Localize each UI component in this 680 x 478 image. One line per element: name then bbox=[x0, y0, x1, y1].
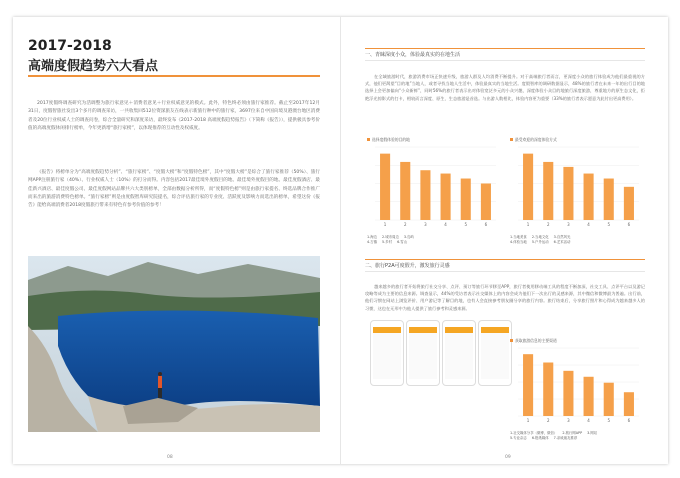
chart1-legend-item: 2.城市周边 bbox=[382, 235, 399, 239]
chart3-svg bbox=[510, 344, 645, 424]
chart1-legend-item: 6.雪山 bbox=[397, 240, 408, 244]
chart3-legend-item: 2.旅行网APP bbox=[562, 431, 583, 435]
chart3-legend-item: 3.网站 bbox=[587, 431, 598, 435]
chart3-legend-item: 1.社交媒体分享（微博，微信） bbox=[510, 431, 558, 435]
chart2-legend-item: 4.体验当地 bbox=[510, 240, 527, 244]
page-title: 高端度假趋势六大看点 bbox=[28, 59, 159, 74]
chart1-bar bbox=[461, 179, 471, 220]
paragraph-intro: 2017度假终调查研究为活调整为旅行家意见＋消费者意见＋行业权威意见的模式。此外，特色终必须由旅行家推荐。截止至2017年12月31日，度假智旅社发出3个多月的调查采访，一共收集回512位资深旅友在线表示新旅行种中的旅行家，3697位来自中国向境及港澳台地区消费者及20位行业权威人士的调查问卷，综合全量研究和深度采访，最终发布《2017-2018 高端度假趋势报告》（下简称《报告》），提供极具参考价值的高端度假休闲排行榜单，今年更新增“旅行家榜”，以体现推荐的互动性及权威度。 bbox=[28, 101, 320, 131]
chart3-tick-label: 2 bbox=[546, 418, 550, 423]
phone-mockup-2 bbox=[406, 320, 440, 386]
title-rule bbox=[28, 75, 320, 77]
chart3-tick-label: 4 bbox=[587, 418, 590, 423]
chart1-tick-label: 4 bbox=[444, 222, 447, 227]
section2-paragraph: 越来越多的旅行者开始将旅行社交分享、点评、预订等旅行环节移至APP，旅行者使用移动端工具的程度不断加深，社交工具、点评平台以及游记攻略等成为主要的信息来源。调查显示，44%的受访者表示社交媒体上的内容会成为他们下一次出行的灵感来源，其中微信和微博最为普遍。出行前，他们习惯在网站上浏览评价、用户游记等了解目的地，也有人会直接参考朋友圈分享的旅行内容。旅行结束后，分享旅行照片和心得成为越来越多人的习惯，这也在无形中为他人提供了旅行参考和灵感来源。 bbox=[365, 284, 645, 311]
chart3-legend bbox=[510, 431, 645, 441]
chart2-tick-label: 1 bbox=[526, 222, 530, 227]
chart3-bar bbox=[543, 363, 553, 416]
chart2-svg bbox=[510, 143, 645, 228]
section1-heading: 一、青睐深度小众，体验最真实的在地生活 bbox=[365, 52, 461, 58]
chart-destinations bbox=[367, 137, 502, 245]
chart3-bar bbox=[624, 392, 634, 416]
chart1-title: 选择度假体验的目的地 bbox=[367, 137, 502, 143]
chart2-bar bbox=[543, 162, 553, 220]
chart3-tick-label: 6 bbox=[627, 418, 631, 423]
chart3-bar bbox=[563, 371, 573, 416]
chart1-bar bbox=[441, 174, 451, 220]
paragraph-report: 《报告》将榜单分为“高端度假趋势分析”、“旅行家榜”、“度假大榜”和“度假特色榜”，其中“度假大榜”是综合了旅行家推荐（50%）、旅行网APP注册旅行家（40%）、行业权威人士（10%）的打分而得。内容包括2017最佳境外度假目的地、最佳境外度假目的地、最佳度假酒店、最佳新兴酒店、最佳度假公司、最佳度假网站品牌共六大类别榜单，全部由数据分析所得，而“度假特色榜”则是由旅行家提名、终选品牌合作推广而来出的旅游消费特色榜单。“旅行家榜”则是由度假智库研究院提名，综合评估旅行家的专业度、活跃度及影响力而选出的榜单，希望这份《报告》能给高端消费者2018度假旅行带来有特色有参考价值的参考！ bbox=[28, 170, 320, 209]
chart1-bar bbox=[400, 162, 410, 220]
lake-photo bbox=[28, 256, 320, 432]
chart3-title: 获取旅游信息的主要渠道 bbox=[510, 338, 645, 344]
chart3-bar bbox=[584, 377, 594, 416]
chart3-tick-label: 1 bbox=[526, 418, 530, 423]
chart2-tick-label: 2 bbox=[546, 222, 550, 227]
chart2-bar bbox=[523, 154, 533, 220]
chart3-legend-item: 6.报纸媒体 bbox=[531, 436, 549, 440]
chart2-legend-item: 6.艺术活动 bbox=[553, 240, 571, 244]
chart1-bar bbox=[380, 154, 390, 220]
section1-rule-top bbox=[365, 48, 645, 49]
chart3-tick-label: 5 bbox=[607, 418, 611, 423]
chart2-tick-label: 3 bbox=[567, 222, 570, 227]
photo-credit: 图片版权 / 摄影：佚名摄影 bbox=[604, 423, 650, 428]
chart3-bar bbox=[604, 383, 614, 416]
section2-heading: 二、旅行P2A可度假升，激发旅行灵感 bbox=[365, 263, 450, 269]
chart1-tick-label: 6 bbox=[484, 222, 488, 227]
chart3-bar bbox=[523, 354, 533, 416]
chart2-bar bbox=[624, 187, 634, 220]
page-gutter bbox=[340, 17, 341, 464]
chart2-legend bbox=[510, 235, 645, 245]
phone-mockup-3 bbox=[442, 320, 476, 386]
chart1-tick-label: 1 bbox=[383, 222, 387, 227]
lake-photo-illustration bbox=[28, 256, 320, 432]
title-year: 2017-2018 bbox=[28, 38, 112, 54]
chart2-title: 最受欢迎的深度体验方式 bbox=[510, 137, 645, 143]
chart3-legend-item: 7.亲戚朋友推荐 bbox=[553, 436, 578, 440]
chart3-legend-item: 5.专业杂志 bbox=[510, 436, 527, 440]
chart2-tick-label: 4 bbox=[587, 222, 590, 227]
page-number-left: 08 bbox=[167, 455, 173, 460]
chart2-legend-item: 3.自然风光 bbox=[553, 235, 571, 239]
chart-experience bbox=[510, 137, 645, 245]
chart1-bar bbox=[420, 170, 430, 220]
chart1-tick-label: 2 bbox=[403, 222, 407, 227]
section2-rule-bottom bbox=[365, 271, 645, 272]
page-number-right: 09 bbox=[505, 455, 511, 460]
chart1-tick-label: 3 bbox=[424, 222, 427, 227]
chart1-legend-item: 4.古镇 bbox=[367, 240, 378, 244]
chart-info-channels bbox=[510, 338, 645, 441]
chart2-legend-item: 5.户外运动 bbox=[531, 240, 549, 244]
chart1-legend-item: 5.乡村 bbox=[382, 240, 393, 244]
section1-paragraph: 在全域旅游时代，旅游消费市场正快速升级，旅游人群及人均消费不断提升。对于高端旅行者而言，更深度小众的旅行体验成为他们最重视的方式，他们更渴望“目的地”当地人，或者寻找当地人生活中，体验最真实的当地生活。度假智库的调研数据显示，48%的旅行者在未来一年的出行目的地选择上会更加偏向“小众新鲜”，同时56%的旅行者表示出对体验宽泛多元的小众兴趣，深度体验小众目的地旅行深度旅游，尊重地方的原生态文化，拒绝浮光掠影式的打卡，相较而言深度、原生、生态旅游是首选。与出游人数相比，体验内容更为重要（33%的旅行者表示愿意为此付出更高费用）。 bbox=[365, 74, 645, 101]
chart2-tick-label: 6 bbox=[627, 222, 631, 227]
phone-mockup-4 bbox=[478, 320, 512, 386]
chart2-legend-item: 1.当地美食 bbox=[510, 235, 527, 239]
chart1-bar bbox=[481, 184, 491, 221]
chart1-legend-item: 3.岛屿 bbox=[403, 235, 414, 239]
section1-rule-bottom bbox=[365, 60, 645, 61]
chart1-tick-label: 5 bbox=[464, 222, 468, 227]
chart2-legend-item: 2.当地文化 bbox=[531, 235, 549, 239]
chart2-tick-label: 5 bbox=[607, 222, 611, 227]
chart2-bar bbox=[604, 179, 614, 220]
chart1-legend-item: 1.海边 bbox=[367, 235, 378, 239]
section2-rule-top bbox=[365, 259, 645, 260]
chart1-legend bbox=[367, 235, 502, 245]
chart1-svg bbox=[367, 143, 502, 228]
chart3-tick-label: 3 bbox=[567, 418, 570, 423]
chart2-bar bbox=[563, 167, 573, 220]
chart2-bar bbox=[584, 174, 594, 220]
phone-mockup-1 bbox=[370, 320, 404, 386]
